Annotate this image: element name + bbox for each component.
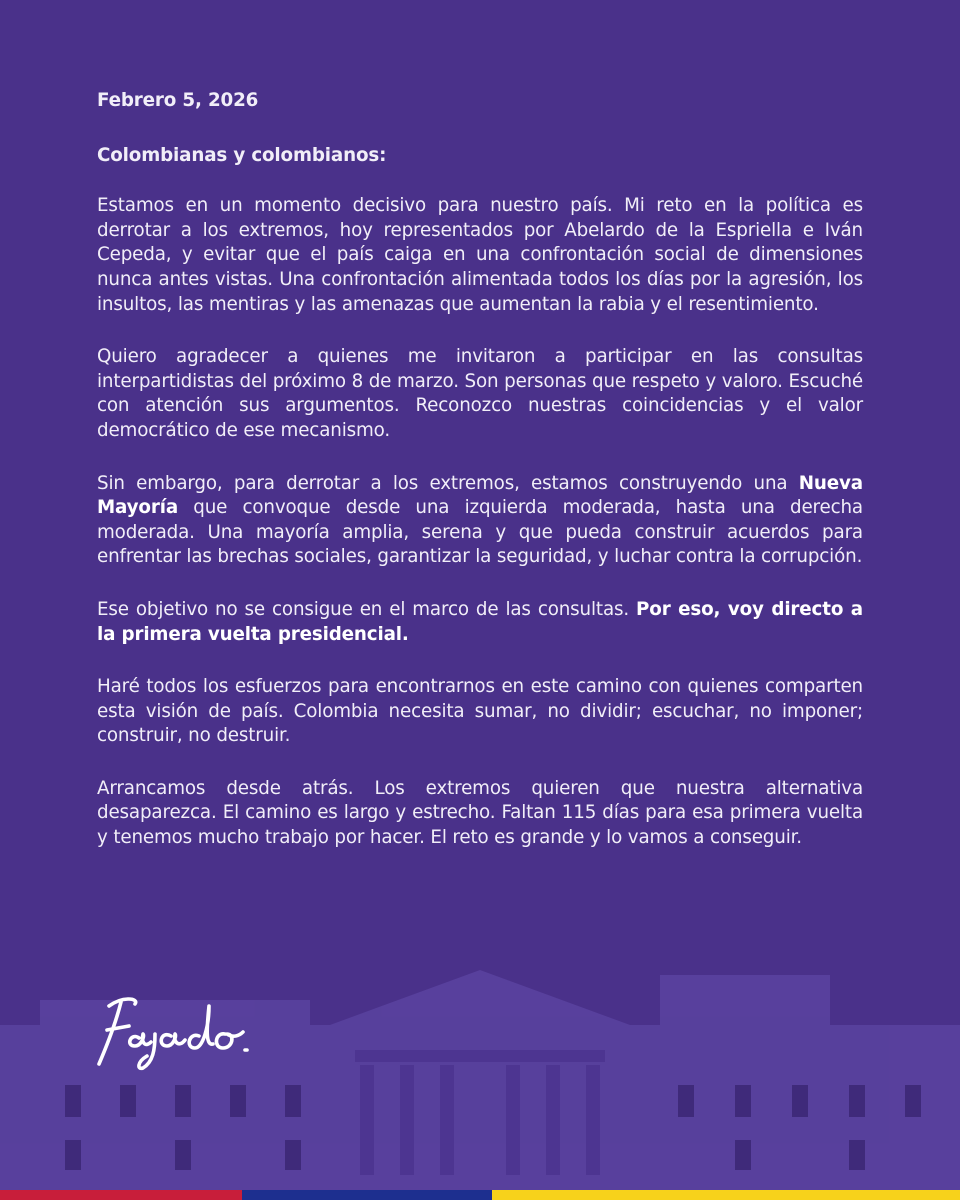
flag-red-stripe [0,1190,242,1200]
paragraph-6: Arrancamos desde atrás. Los extremos quieren que nuestra alternativa desaparezca. El camino es largo y estrecho. Faltan 115 días para esa primera vuelta y tenemos mucho trabajo por hacer. El reto es grande y lo vamos a conseguir. [97,777,863,849]
building-background-image [0,955,960,1190]
paragraph-2: Quiero agradecer a quienes me invitaron a participar en las consultas interpartidistas del próximo 8 de marzo. Son personas que respeto y valoro. Escuché con atención sus argumentos. Reconozco nuestras coincidencias y el valor democrático de ese mecanismo. [97,346,863,441]
paragraph-1: Estamos en un momento decisivo para nuestro país. Mi reto en la política es derrotar a los extremos, hoy representados por Abelardo de la Espriella e Iván Cepeda, y evitar que el país caiga en una confrontación social de dimensiones nunca antes vistas. Una confrontación alimentada todos los días por la agresión, los insultos, las mentiras y las amenazas que aumentan la rabia y el resentimiento. [97,195,863,315]
flag-yellow-stripe [492,1190,960,1200]
paragraph-4-emphasis: Por eso, voy directo a la primera vuelta presidencial. [97,598,863,645]
paragraph-3-emphasis: Nueva Mayoría [97,472,863,519]
colombian-flag-stripe [0,1190,960,1200]
letter-body [97,89,863,879]
paragraph-3-end: que convoque desde una izquierda moderada, hasta una derecha moderada. Una mayoría amplia, serena y que pueda construir acuerdos para enfrentar las brechas sociales, garantizar la seguridad, y luchar contra la corrupción. [97,497,863,568]
paragraph-4 [97,598,863,647]
letter-greeting: Colombianas y colombianos: [97,144,387,166]
paragraph-4-start: Ese objetivo no se consigue en el marco de las consultas. [97,598,637,620]
paragraph-3 [97,472,863,570]
flag-blue-stripe [242,1190,492,1200]
signature-image [95,992,255,1072]
paragraph-3-start: Sin embargo, para derrotar a los extremos, estamos construyendo una [97,472,799,494]
paragraph-5: Haré todos los esfuerzos para encontrarnos en este camino con quienes comparten esta visión de país. Colombia necesita sumar, no dividir; escuchar, no imponer; construir, no destruir. [97,676,863,747]
letter-date: Febrero 5, 2026 [97,90,259,111]
